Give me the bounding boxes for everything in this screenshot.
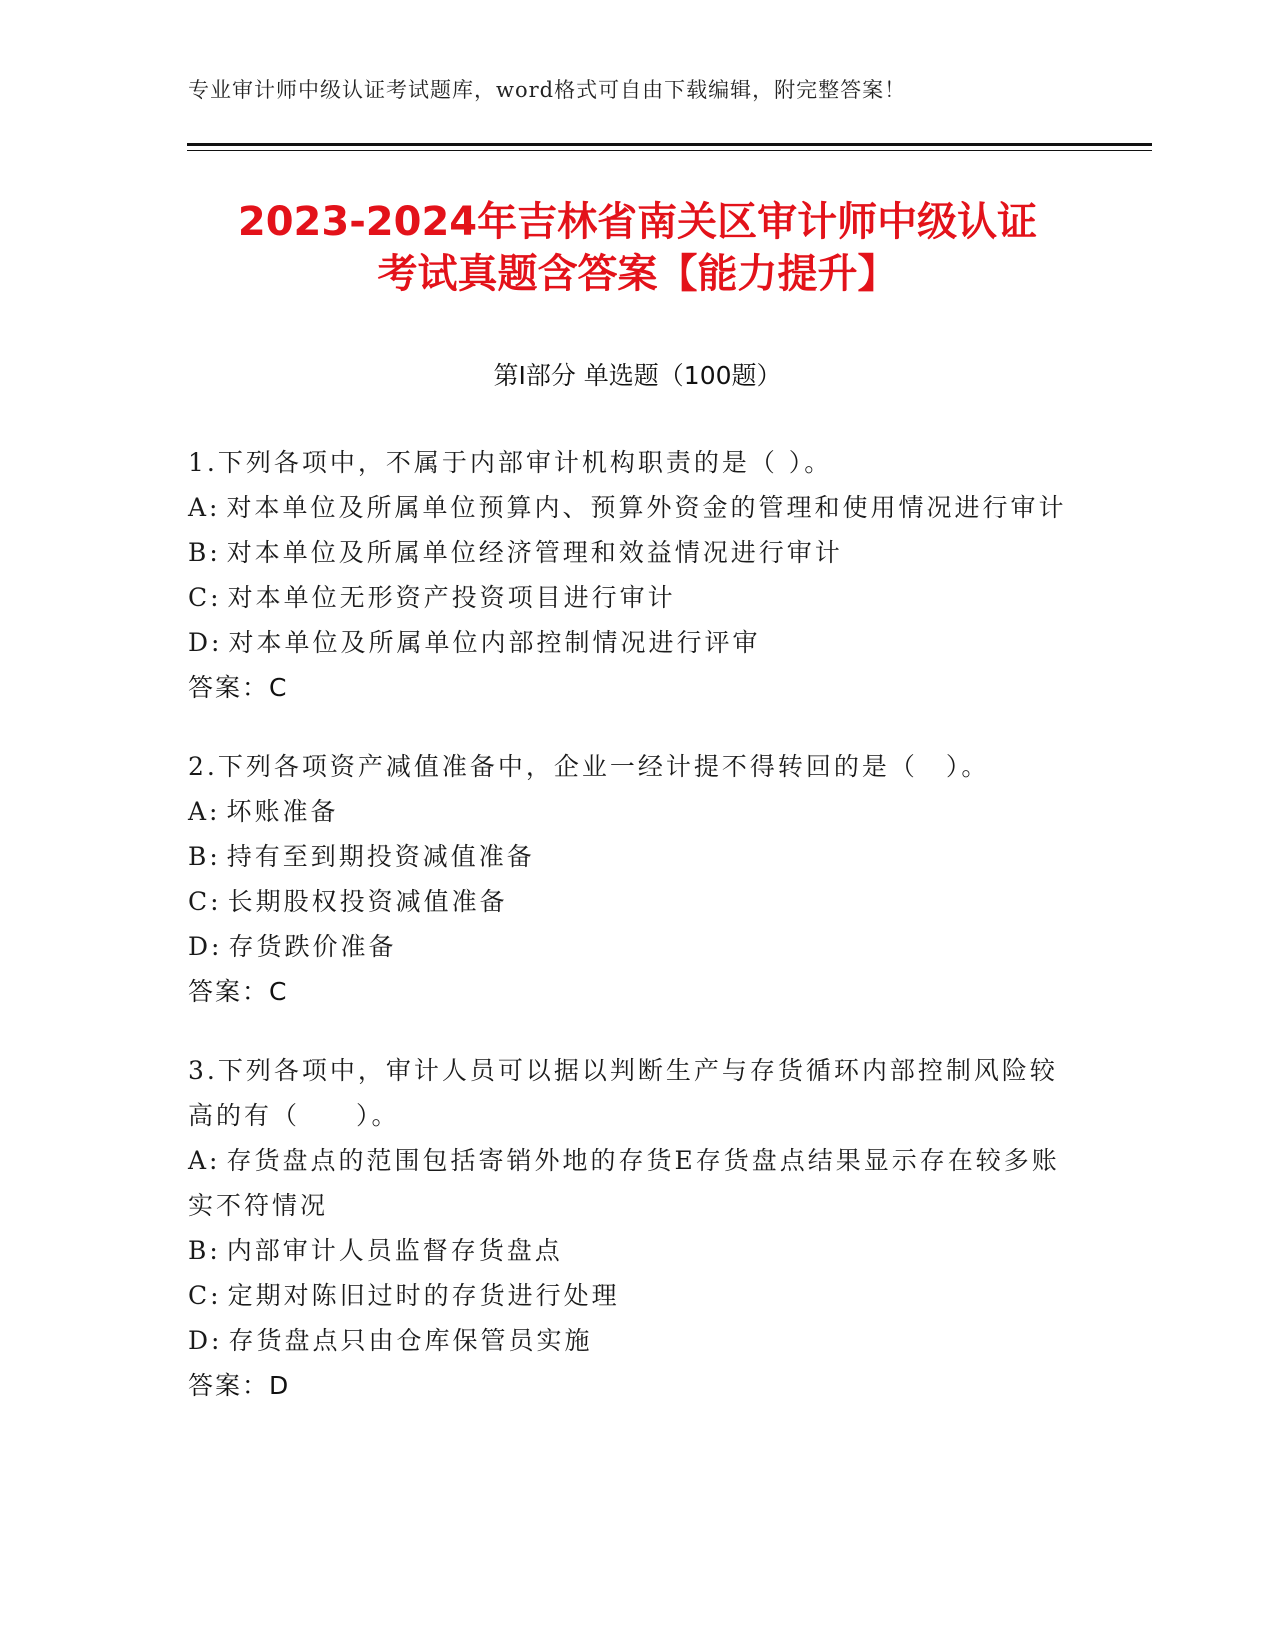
answer-line: 答案：D	[188, 1371, 291, 1400]
option-label: B:	[188, 1236, 221, 1265]
option-text: 存货盘点的范围包括寄销外地的存货E存货盘点结果显示存在较多账实不符情况	[188, 1146, 1060, 1220]
question-stem: 3.下列各项中，审计人员可以据以判断生产与存货循环内部控制风险较高的有（ ）。	[188, 1056, 1058, 1130]
option-text: 对本单位及所属单位内部控制情况进行评审	[228, 628, 761, 657]
option-label: C:	[188, 1281, 222, 1310]
question-1	[188, 440, 1078, 710]
option-label: D:	[188, 932, 223, 961]
option-c	[188, 879, 1078, 924]
option-a	[188, 485, 1078, 530]
option-text: 存货跌价准备	[228, 932, 397, 961]
question-stem: 2.下列各项资产减值准备中，企业一经计提不得转回的是（ ）。	[188, 752, 990, 781]
header-rule-thick	[187, 143, 1152, 146]
option-d	[188, 924, 1078, 969]
answer-line: 答案：C	[188, 977, 289, 1006]
option-b	[188, 834, 1078, 879]
option-b	[188, 530, 1078, 575]
option-label: A:	[188, 797, 221, 826]
header-rule-thin	[187, 150, 1152, 151]
option-text: 持有至到期投资减值准备	[226, 842, 535, 871]
option-text: 坏账准备	[226, 797, 339, 826]
document-title	[150, 196, 1125, 300]
option-text: 长期股权投资减值准备	[227, 887, 508, 916]
option-text: 对本单位及所属单位预算内、预算外资金的管理和使用情况进行审计	[226, 493, 1067, 522]
option-label: C:	[188, 583, 222, 612]
option-c	[188, 1273, 1078, 1318]
answer-line: 答案：C	[188, 673, 289, 702]
option-text: 内部审计人员监督存货盘点	[226, 1236, 563, 1265]
option-label: A:	[188, 493, 221, 522]
option-a	[188, 789, 1078, 834]
section-title: 第I部分 单选题（100题）	[493, 361, 782, 390]
document-title-line-2: 考试真题含答案【能力提升】	[377, 251, 898, 297]
page-header-note: 专业审计师中级认证考试题库，word格式可自由下载编辑，附完整答案！	[188, 78, 907, 102]
option-label: B:	[188, 538, 221, 567]
option-d	[188, 620, 1078, 665]
option-d	[188, 1318, 1078, 1363]
option-text: 对本单位及所属单位经济管理和效益情况进行审计	[226, 538, 843, 567]
option-text: 定期对陈旧过时的存货进行处理	[227, 1281, 620, 1310]
option-b	[188, 1228, 1078, 1273]
option-label: C:	[188, 887, 222, 916]
option-text: 存货盘点只由仓库保管员实施	[228, 1326, 593, 1355]
option-label: A:	[188, 1146, 221, 1175]
option-label: D:	[188, 628, 223, 657]
option-label: D:	[188, 1326, 223, 1355]
option-c	[188, 575, 1078, 620]
question-2	[188, 744, 1078, 1014]
document-title-line-1: 2023-2024年吉林省南关区审计师中级认证	[237, 199, 1038, 245]
question-stem: 1.下列各项中，不属于内部审计机构职责的是（ ）。	[188, 448, 833, 477]
option-a	[188, 1138, 1078, 1228]
question-list	[188, 440, 1078, 1442]
option-label: B:	[188, 842, 221, 871]
question-3	[188, 1048, 1078, 1408]
option-text: 对本单位无形资产投资项目进行审计	[227, 583, 676, 612]
